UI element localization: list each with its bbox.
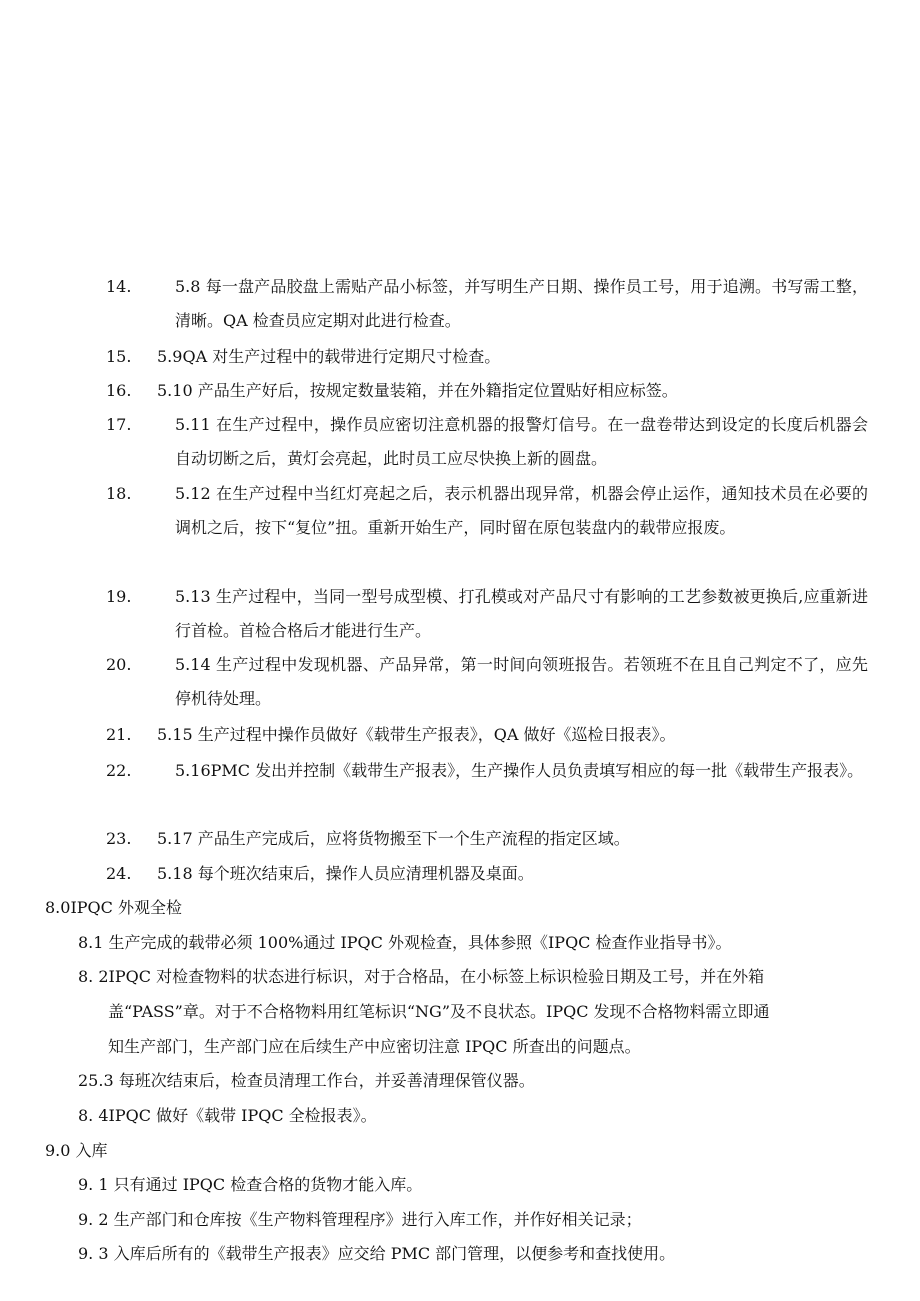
item-number: 22. xyxy=(106,761,132,780)
section-9-2: 9. 2 生产部门和仓库按《生产物料管理程序》进行入库工作，并作好相关记录； xyxy=(78,1210,642,1229)
item-number: 20. xyxy=(106,655,132,674)
section-8-2-line-1: 8. 2IPQC 对检查物料的状态进行标识，对于合格品，在小标签上标识检验日期及工号，并在外箱 xyxy=(78,967,765,986)
section-8-4: 8. 4IPQC 做好《载带 IPQC 全检报表》。 xyxy=(78,1106,377,1125)
item-text: 5.17 产品生产完成后，应将货物搬至下一个生产流程的指定区域。 xyxy=(157,829,630,848)
item-number: 19. xyxy=(106,587,132,606)
item-number: 16. xyxy=(106,381,132,400)
item-number: 23. xyxy=(106,829,132,848)
item-text: 5.18 每个班次结束后，操作人员应清理机器及桌面。 xyxy=(157,864,534,883)
section-8-2-line-3: 知生产部门，生产部门应在后续生产中应密切注意 IPQC 所查出的问题点。 xyxy=(108,1037,641,1056)
section-9-3: 9. 3 入库后所有的《载带生产报表》应交给 PMC 部门管理，以便参考和查找使用。 xyxy=(78,1244,676,1263)
item-number: 24. xyxy=(106,864,132,883)
item-number: 14. xyxy=(106,277,132,296)
item-text: 5.9QA 对生产过程中的载带进行定期尺寸检查。 xyxy=(157,347,501,366)
section-heading-9: 9.0 入库 xyxy=(45,1141,108,1160)
item-number: 21. xyxy=(106,725,132,744)
item-number: 15. xyxy=(106,347,132,366)
section-8-1: 8.1 生产完成的载带必须 100%通过 IPQC 外观检查，具体参照《IPQC 检查作业指导书》。 xyxy=(78,933,732,952)
section-9-1: 9. 1 只有通过 IPQC 检查合格的货物才能入库。 xyxy=(78,1175,423,1194)
item-number: 17. xyxy=(106,415,132,434)
item-text: 5.13 生产过程中，当同一型号成型模、打孔模或对产品尺寸有影响的工艺参数被更换后,应重新进行首检。首检合格后才能进行生产。 xyxy=(175,587,868,640)
section-8-3: 25.3 每班次结束后，检查员清理工作台，并妥善清理保管仪器。 xyxy=(78,1071,535,1090)
item-text: 5.14 生产过程中发现机器、产品异常，第一时间向领班报告。若领班不在且自己判定不了，应先停机待处理。 xyxy=(175,655,868,708)
item-text: 5.10 产品生产好后，按规定数量装箱，并在外籍指定位置贴好相应标签。 xyxy=(157,381,678,400)
section-heading-8: 8.0IPQC 外观全检 xyxy=(45,898,182,917)
item-text: 5.16PMC 发出并控制《载带生产报表》，生产操作人员负责填写相应的每一批《载带生产报表》。 xyxy=(175,761,864,780)
item-text: 5.11 在生产过程中，操作员应密切注意机器的报警灯信号。在一盘卷带达到设定的长度后机器会自动切断之后，黄灯会亮起，此时员工应尽快换上新的圆盘。 xyxy=(175,415,868,468)
item-number: 18. xyxy=(106,484,132,503)
item-text: 5.12 在生产过程中当红灯亮起之后，表示机器出现异常，机器会停止运作，通知技术员在必要的调机之后，按下“复位”扭。重新开始生产，同时留在原包装盘内的载带应报废。 xyxy=(175,484,868,537)
item-text: 5.8 每一盘产品胶盘上需贴产品小标签，并写明生产日期、操作员工号，用于追溯。书写需工整，清晰。QA 检查员应定期对此进行检查。 xyxy=(175,277,868,330)
section-8-2-line-2: 盖“PASS”章。对于不合格物料用红笔标识“NG”及不良状态。IPQC 发现不合格物料需立即通 xyxy=(108,1002,770,1021)
item-text: 5.15 生产过程中操作员做好《载带生产报表》，QA 做好《巡检日报表》。 xyxy=(157,725,676,744)
